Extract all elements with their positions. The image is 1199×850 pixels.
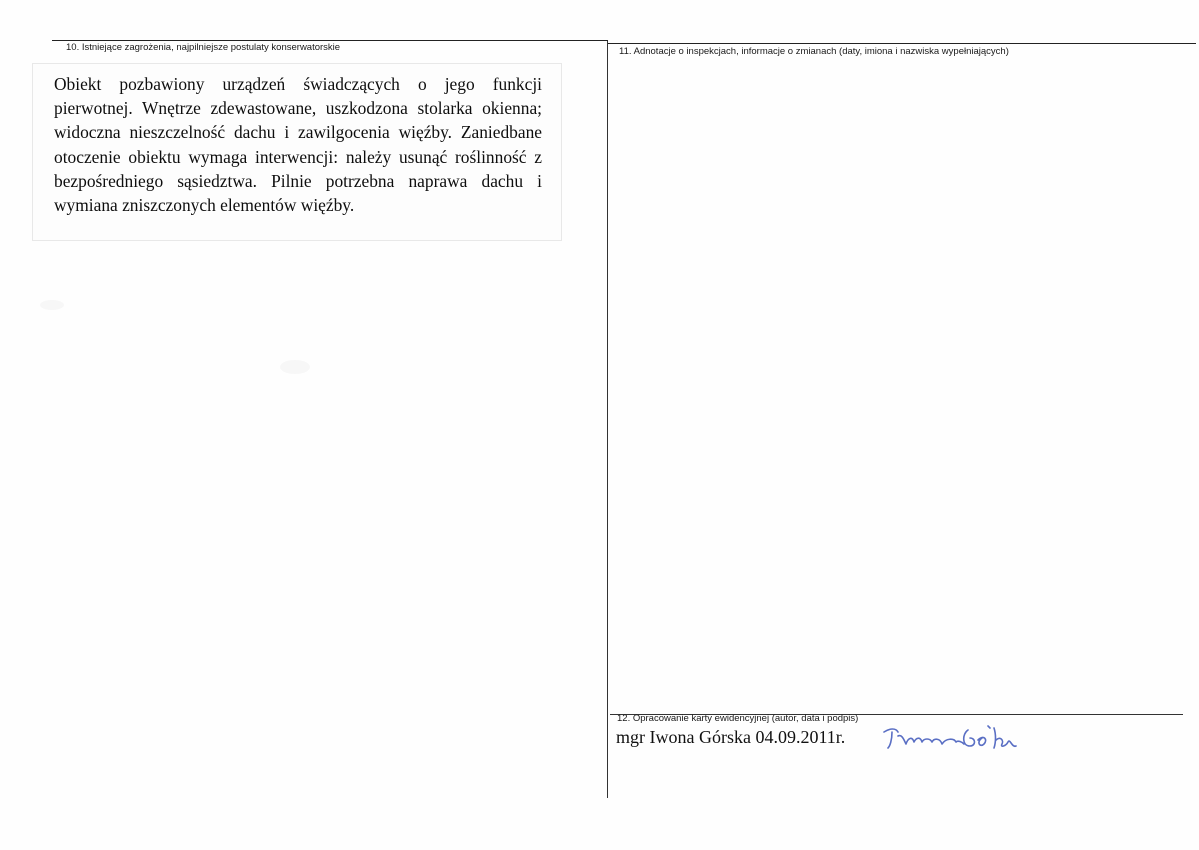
section-11-top-rule [608,43,1196,44]
handwritten-signature [876,718,1036,758]
author-name-date: mgr Iwona Górska 04.09.2011r. [616,727,846,747]
section-12-label: 12. Opracowanie karty ewidencyjnej (autor, data i podpis) [617,713,859,724]
section-11-label: 11. Adnotacje o inspekcjach, informacje o zmianach (daty, imiona i nazwiska wypełniających) [619,46,1009,57]
section-10-label: 10. Istniejące zagrożenia, najpilniejsze postulaty konserwatorskie [66,42,341,53]
scan-smudge [280,360,310,374]
threats-text: Obiekt pozbawiony urządzeń świadczących o jego funkcji pierwotnej. Wnętrze zdewastowane, uszkodzona stolarka okienna; widoczna nieszczelność dachu i zawilgocenia więźby. Zaniedbane otoczenie obiektu wymaga interwencji: należy usunąć roślinność z bezpośredniego sąsiedztwa. Pilnie potrzebna naprawa dachu i wymiana zniszczonych elementów więźby. [54,74,542,216]
scan-smudge [40,300,64,310]
column-divider [607,41,608,798]
section-10-top-rule [52,40,608,41]
